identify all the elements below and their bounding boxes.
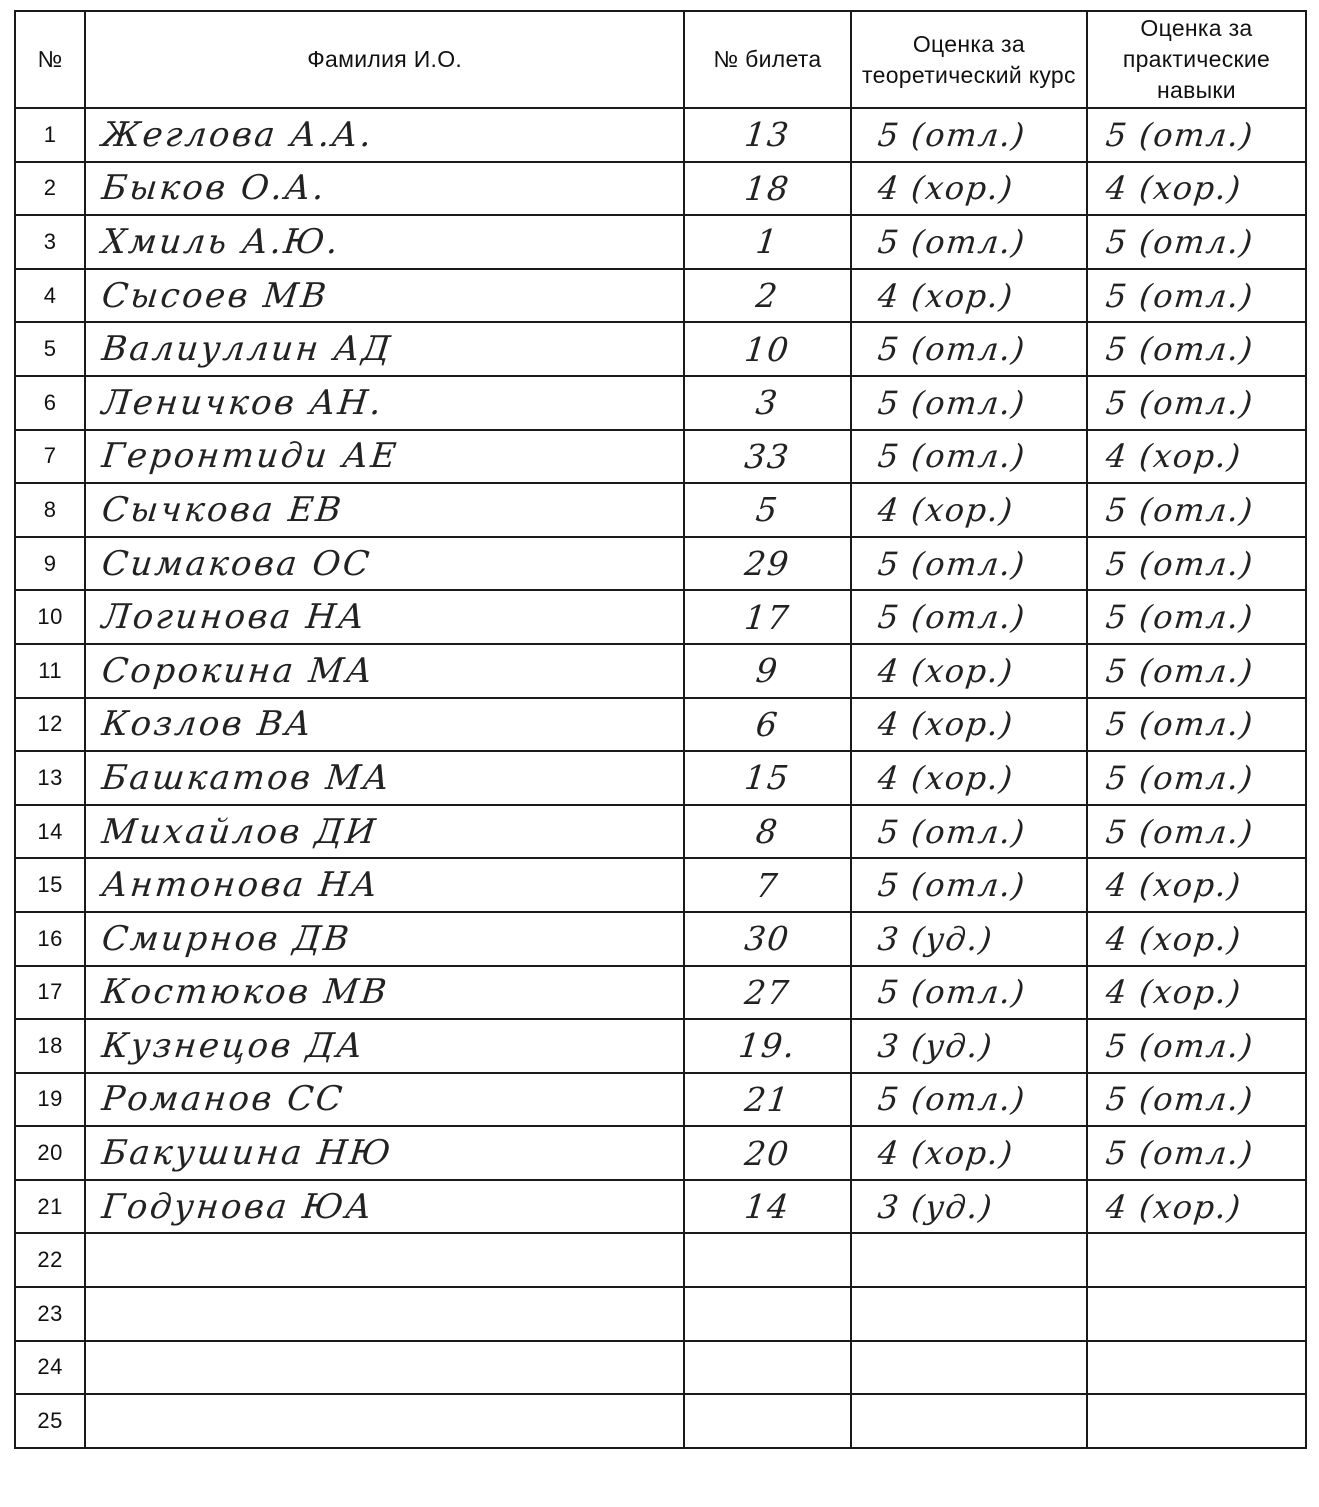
ticket-number-cell xyxy=(684,1394,851,1448)
header-row xyxy=(15,11,1306,108)
student-name: Годунова ЮА xyxy=(100,1186,377,1227)
practice-grade: 5 (отл.) xyxy=(1103,276,1256,315)
student-name-cell xyxy=(85,162,684,216)
student-name: Сычкова ЕВ xyxy=(100,489,346,530)
row-number: 21 xyxy=(15,1180,85,1234)
practice-grade: 5 (отл.) xyxy=(1103,1080,1256,1119)
theory-grade-cell xyxy=(851,644,1087,698)
theory-grade-cell xyxy=(851,269,1087,323)
table-row xyxy=(15,1019,1306,1073)
practice-grade-cell xyxy=(1087,430,1306,484)
ticket-number: 5 xyxy=(754,490,781,530)
theory-grade-cell xyxy=(851,108,1087,162)
practice-grade-cell xyxy=(1087,215,1306,269)
practice-grade: 5 (отл.) xyxy=(1103,705,1256,744)
table-row xyxy=(15,698,1306,752)
table-row xyxy=(15,322,1306,376)
theory-grade-cell xyxy=(851,912,1087,966)
theory-grade: 5 (отл.) xyxy=(875,437,1028,476)
row-number: 17 xyxy=(15,966,85,1020)
table-row xyxy=(15,1341,1306,1395)
theory-grade: 5 (отл.) xyxy=(875,330,1028,369)
student-name: Логинова НА xyxy=(100,597,369,638)
row-number: 13 xyxy=(15,751,85,805)
table-row xyxy=(15,108,1306,162)
table-row xyxy=(15,1126,1306,1180)
theory-grade-cell xyxy=(851,590,1087,644)
student-name-cell xyxy=(85,108,684,162)
student-name-cell xyxy=(85,644,684,698)
theory-grade-cell xyxy=(851,483,1087,537)
theory-grade: 5 (отл.) xyxy=(875,866,1028,905)
theory-grade-cell xyxy=(851,751,1087,805)
student-name: Сысоев МВ xyxy=(100,275,331,316)
theory-grade: 5 (отл.) xyxy=(875,115,1028,154)
practice-grade: 5 (отл.) xyxy=(1103,383,1256,422)
theory-grade-cell xyxy=(851,966,1087,1020)
ticket-number-cell xyxy=(684,1341,851,1395)
practice-grade-cell xyxy=(1087,805,1306,859)
ticket-number-cell xyxy=(684,376,851,430)
practice-grade-cell xyxy=(1087,1233,1306,1287)
student-name-cell xyxy=(85,269,684,323)
table-row xyxy=(15,966,1306,1020)
ticket-number-cell xyxy=(684,590,851,644)
ticket-number: 9 xyxy=(754,651,781,691)
ticket-number: 8 xyxy=(754,812,781,852)
row-number: 16 xyxy=(15,912,85,966)
student-name-cell xyxy=(85,912,684,966)
student-name: Валиуллин АД xyxy=(100,329,395,370)
practice-grade-cell xyxy=(1087,698,1306,752)
practice-grade: 4 (хор.) xyxy=(1103,866,1244,905)
student-name-cell xyxy=(85,805,684,859)
table-row xyxy=(15,751,1306,805)
ticket-number: 3 xyxy=(754,383,781,423)
ticket-number: 13 xyxy=(742,115,793,155)
ticket-number: 14 xyxy=(742,1187,793,1227)
row-number: 1 xyxy=(15,108,85,162)
practice-grade: 5 (отл.) xyxy=(1103,115,1256,154)
practice-grade: 4 (хор.) xyxy=(1103,919,1244,958)
row-number: 5 xyxy=(15,322,85,376)
practice-grade: 5 (отл.) xyxy=(1103,330,1256,369)
ticket-number-cell xyxy=(684,751,851,805)
theory-grade: 5 (отл.) xyxy=(875,222,1028,261)
theory-grade-cell xyxy=(851,322,1087,376)
theory-grade: 4 (хор.) xyxy=(875,651,1016,690)
table-row xyxy=(15,912,1306,966)
theory-grade: 4 (хор.) xyxy=(875,705,1016,744)
practice-grade: 4 (хор.) xyxy=(1103,169,1244,208)
ticket-number: 15 xyxy=(742,758,793,798)
header-ticket: № билета xyxy=(684,11,851,108)
ticket-number-cell xyxy=(684,858,851,912)
practice-grade-cell xyxy=(1087,483,1306,537)
student-name: Леничков АН. xyxy=(100,382,386,423)
header-theory-grade: Оценка за теоретический курс xyxy=(851,11,1087,108)
practice-grade: 5 (отл.) xyxy=(1103,651,1256,690)
table-row xyxy=(15,858,1306,912)
student-name-cell xyxy=(85,751,684,805)
practice-grade: 5 (отл.) xyxy=(1103,222,1256,261)
student-name: Хмиль А.Ю. xyxy=(100,221,343,262)
practice-grade-cell xyxy=(1087,537,1306,591)
theory-grade: 3 (уд.) xyxy=(875,919,995,958)
ticket-number-cell xyxy=(684,430,851,484)
table-row xyxy=(15,644,1306,698)
student-name: Жеглова А.А. xyxy=(100,114,377,155)
ticket-number: 20 xyxy=(742,1133,793,1173)
practice-grade-cell xyxy=(1087,966,1306,1020)
theory-grade: 5 (отл.) xyxy=(875,812,1028,851)
student-name-cell xyxy=(85,1394,684,1448)
practice-grade-cell xyxy=(1087,322,1306,376)
table-row xyxy=(15,805,1306,859)
row-number: 2 xyxy=(15,162,85,216)
header-num: № xyxy=(15,11,85,108)
practice-grade-cell xyxy=(1087,1287,1306,1341)
ticket-number: 18 xyxy=(742,168,793,208)
ticket-number-cell xyxy=(684,483,851,537)
theory-grade: 4 (хор.) xyxy=(875,490,1016,529)
practice-grade-cell xyxy=(1087,1341,1306,1395)
row-number: 11 xyxy=(15,644,85,698)
theory-grade: 5 (отл.) xyxy=(875,973,1028,1012)
theory-grade-cell xyxy=(851,1126,1087,1180)
student-name: Козлов ВА xyxy=(100,704,316,745)
practice-grade-cell xyxy=(1087,376,1306,430)
row-number: 9 xyxy=(15,537,85,591)
table-row xyxy=(15,215,1306,269)
table-row xyxy=(15,1180,1306,1234)
theory-grade-cell xyxy=(851,698,1087,752)
header-practice-grade: Оценка за практические навыки xyxy=(1087,11,1306,108)
ticket-number: 10 xyxy=(742,329,793,369)
ticket-number-cell xyxy=(684,805,851,859)
ticket-number-cell xyxy=(684,1287,851,1341)
ticket-number-cell xyxy=(684,1180,851,1234)
practice-grade-cell xyxy=(1087,751,1306,805)
table-row xyxy=(15,590,1306,644)
practice-grade: 5 (отл.) xyxy=(1103,544,1256,583)
student-name: Костюков МВ xyxy=(100,972,392,1013)
student-name-cell xyxy=(85,1180,684,1234)
row-number: 20 xyxy=(15,1126,85,1180)
theory-grade-cell xyxy=(851,537,1087,591)
practice-grade-cell xyxy=(1087,858,1306,912)
practice-grade: 5 (отл.) xyxy=(1103,758,1256,797)
student-name: Башкатов МА xyxy=(100,757,394,798)
student-name-cell xyxy=(85,537,684,591)
table-row xyxy=(15,1233,1306,1287)
row-number: 24 xyxy=(15,1341,85,1395)
row-number: 10 xyxy=(15,590,85,644)
student-name: Бакушина НЮ xyxy=(100,1133,396,1174)
theory-grade-cell xyxy=(851,805,1087,859)
theory-grade-cell xyxy=(851,1073,1087,1127)
practice-grade-cell xyxy=(1087,1180,1306,1234)
ticket-number: 21 xyxy=(742,1079,793,1119)
student-name-cell xyxy=(85,1073,684,1127)
ticket-number-cell xyxy=(684,644,851,698)
table-row xyxy=(15,483,1306,537)
row-number: 25 xyxy=(15,1394,85,1448)
ticket-number-cell xyxy=(684,1073,851,1127)
ticket-number: 1 xyxy=(754,222,781,262)
practice-grade-cell xyxy=(1087,590,1306,644)
practice-grade: 5 (отл.) xyxy=(1103,490,1256,529)
ticket-number-cell xyxy=(684,269,851,323)
student-name-cell xyxy=(85,1019,684,1073)
table-row xyxy=(15,269,1306,323)
student-name-cell xyxy=(85,966,684,1020)
ticket-number-cell xyxy=(684,1233,851,1287)
practice-grade: 4 (хор.) xyxy=(1103,437,1244,476)
theory-grade-cell xyxy=(851,376,1087,430)
student-name: Михайлов ДИ xyxy=(100,811,380,852)
practice-grade-cell xyxy=(1087,1126,1306,1180)
practice-grade-cell xyxy=(1087,108,1306,162)
student-name: Сорокина МА xyxy=(100,650,377,691)
ticket-number: 30 xyxy=(742,919,793,959)
student-name-cell xyxy=(85,698,684,752)
theory-grade-cell xyxy=(851,1233,1087,1287)
row-number: 4 xyxy=(15,269,85,323)
table-row xyxy=(15,376,1306,430)
practice-grade: 4 (хор.) xyxy=(1103,973,1244,1012)
theory-grade: 3 (уд.) xyxy=(875,1187,995,1226)
table-row xyxy=(15,1287,1306,1341)
ticket-number: 6 xyxy=(754,704,781,744)
practice-grade-cell xyxy=(1087,644,1306,698)
practice-grade-cell xyxy=(1087,912,1306,966)
student-name-cell xyxy=(85,1341,684,1395)
row-number: 14 xyxy=(15,805,85,859)
grade-table xyxy=(14,10,1307,1449)
theory-grade: 3 (уд.) xyxy=(875,1026,995,1065)
theory-grade: 5 (отл.) xyxy=(875,383,1028,422)
theory-grade-cell xyxy=(851,430,1087,484)
ticket-number: 17 xyxy=(742,597,793,637)
theory-grade: 5 (отл.) xyxy=(875,598,1028,637)
theory-grade-cell xyxy=(851,1019,1087,1073)
theory-grade-cell xyxy=(851,1287,1087,1341)
table-row xyxy=(15,162,1306,216)
student-name-cell xyxy=(85,1287,684,1341)
ticket-number-cell xyxy=(684,108,851,162)
practice-grade: 4 (хор.) xyxy=(1103,1187,1244,1226)
ticket-number-cell xyxy=(684,162,851,216)
student-name-cell xyxy=(85,590,684,644)
ticket-number-cell xyxy=(684,1019,851,1073)
theory-grade-cell xyxy=(851,1180,1087,1234)
table-row xyxy=(15,1394,1306,1448)
practice-grade: 5 (отл.) xyxy=(1103,1026,1256,1065)
ticket-number: 2 xyxy=(754,276,781,316)
theory-grade: 4 (хор.) xyxy=(875,1134,1016,1173)
practice-grade-cell xyxy=(1087,269,1306,323)
practice-grade-cell xyxy=(1087,1019,1306,1073)
table-row xyxy=(15,1073,1306,1127)
ticket-number: 19. xyxy=(736,1026,799,1066)
student-name: Геронтиди АЕ xyxy=(100,436,401,477)
practice-grade: 5 (отл.) xyxy=(1103,598,1256,637)
row-number: 15 xyxy=(15,858,85,912)
theory-grade-cell xyxy=(851,858,1087,912)
ticket-number: 29 xyxy=(742,544,793,584)
ticket-number-cell xyxy=(684,912,851,966)
ticket-number-cell xyxy=(684,537,851,591)
ticket-number-cell xyxy=(684,1126,851,1180)
student-name-cell xyxy=(85,1233,684,1287)
student-name: Романов СС xyxy=(100,1079,347,1120)
row-number: 12 xyxy=(15,698,85,752)
ticket-number: 27 xyxy=(742,972,793,1012)
theory-grade: 4 (хор.) xyxy=(875,276,1016,315)
row-number: 8 xyxy=(15,483,85,537)
theory-grade-cell xyxy=(851,162,1087,216)
practice-grade-cell xyxy=(1087,162,1306,216)
student-name-cell xyxy=(85,215,684,269)
ticket-number: 33 xyxy=(742,436,793,476)
student-name-cell xyxy=(85,376,684,430)
table-row xyxy=(15,430,1306,484)
table-row xyxy=(15,537,1306,591)
student-name-cell xyxy=(85,322,684,376)
ticket-number-cell xyxy=(684,966,851,1020)
ticket-number-cell xyxy=(684,322,851,376)
row-number: 3 xyxy=(15,215,85,269)
row-number: 19 xyxy=(15,1073,85,1127)
student-name-cell xyxy=(85,430,684,484)
practice-grade-cell xyxy=(1087,1394,1306,1448)
theory-grade: 5 (отл.) xyxy=(875,1080,1028,1119)
ticket-number-cell xyxy=(684,215,851,269)
row-number: 22 xyxy=(15,1233,85,1287)
theory-grade: 4 (хор.) xyxy=(875,758,1016,797)
row-number: 7 xyxy=(15,430,85,484)
row-number: 6 xyxy=(15,376,85,430)
practice-grade-cell xyxy=(1087,1073,1306,1127)
student-name-cell xyxy=(85,1126,684,1180)
header-name: Фамилия И.О. xyxy=(85,11,684,108)
student-name-cell xyxy=(85,858,684,912)
theory-grade: 5 (отл.) xyxy=(875,544,1028,583)
practice-grade: 5 (отл.) xyxy=(1103,812,1256,851)
student-name: Антонова НА xyxy=(100,865,382,906)
ticket-number: 7 xyxy=(754,865,781,905)
theory-grade: 4 (хор.) xyxy=(875,169,1016,208)
practice-grade: 5 (отл.) xyxy=(1103,1134,1256,1173)
student-name: Смирнов ДВ xyxy=(100,918,354,959)
ticket-number-cell xyxy=(684,698,851,752)
theory-grade-cell xyxy=(851,215,1087,269)
row-number: 18 xyxy=(15,1019,85,1073)
student-name: Быков О.А. xyxy=(100,168,329,209)
theory-grade-cell xyxy=(851,1394,1087,1448)
student-name: Симакова ОС xyxy=(100,543,374,584)
theory-grade-cell xyxy=(851,1341,1087,1395)
row-number: 23 xyxy=(15,1287,85,1341)
student-name-cell xyxy=(85,483,684,537)
student-name: Кузнецов ДА xyxy=(100,1025,368,1066)
